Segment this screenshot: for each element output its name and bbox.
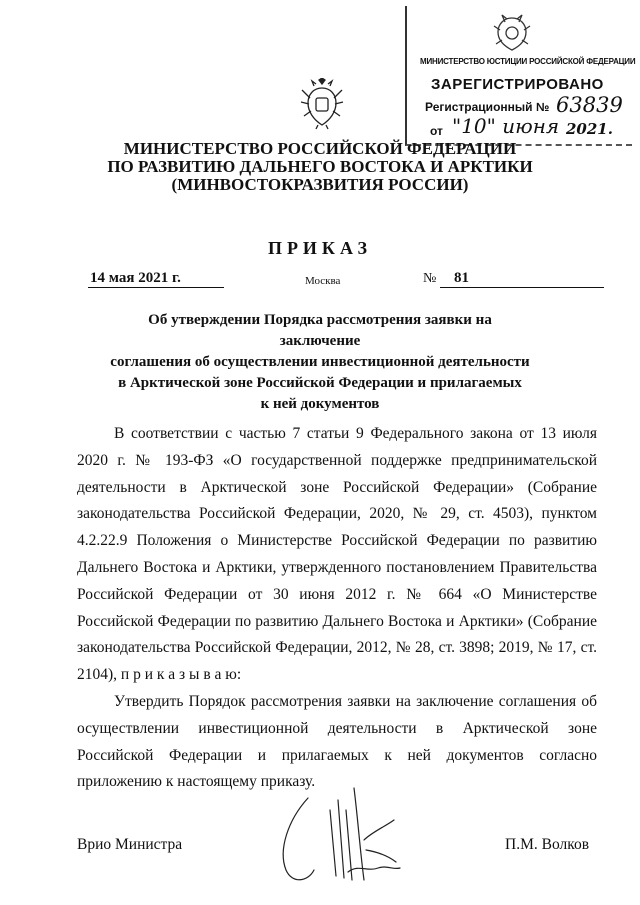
body-paragraph-1: В соответствии с частью 7 статьи 9 Федерального закона от 13 июля 2020 г. № 193-ФЗ «О государственной поддержке предпринимательской деятельности в Арктической зоне Российской Федерации» (Собрание законодательства Российской Федерации, 2020, № 29, ст. 4503), пунктом 4.2.22.9 Положения о Министерстве Российской Федерации по развитию Дальнего Востока и Арктики, утвержденного постановлением Правительства Российской Федерации от 30 июня 2012 г. № 664 «О Министерстве Российской Федерации по развитию Дальнего Востока и Арктики» (Собрание законодательства Российской Федерации, 2012, № 28, ст. 3898; 2019, № 17, ст. 2104), п р и к а з ы в а ю: [77,425,597,684]
order-number-label: № [423,271,437,286]
order-body [77,421,597,796]
subject-line-2: соглашения об осуществлении инвестиционной деятельности [110,354,530,370]
body-paragraph-2: Утвердить Порядок рассмотрения заявки на заключение соглашения об осуществлении инвестиционной деятельности в Арктической зоне Российской Федерации и прилагаемых к ней документов согласно приложению к настоящему приказу. [77,692,597,791]
stamp-date: "10" июня [452,114,560,138]
handwritten-signature-icon [268,780,418,898]
subject-line-1: Об утверждении Порядка рассмотрения заявки на заключение [148,312,492,349]
order-date: 14 мая 2021 г. [88,270,224,288]
stamp-reg-number: 63839 [556,93,623,117]
header-line-3: (МИНВОСТОКРАЗВИТИЯ РОССИИ) [171,175,469,194]
header-line-2: ПО РАЗВИТИЮ ДАЛЬНЕГО ВОСТОКА И АРКТИКИ [107,157,533,176]
stamp-year: 2021. [566,120,613,138]
stamp-status: ЗАРЕГИСТРИРОВАНО [431,76,604,93]
coat-of-arms-icon [300,78,344,130]
subject-line-4: к ней документов [260,396,380,412]
stamp-ministry: МИНИСТЕРСТВО ЮСТИЦИИ РОССИЙСКОЙ ФЕДЕРАЦИИ [420,57,636,66]
order-subject [110,310,530,415]
stamp-reg-label: Регистрационный № [425,100,550,114]
stamp-emblem-icon [492,10,532,56]
order-number: 81 [440,270,604,288]
stamp-date-label: от [430,124,443,138]
order-city: Москва [305,275,341,287]
doc-title: ПРИКАЗ [267,238,373,258]
subject-line-3: в Арктической зоне Российской Федерации и прилагаемых [118,375,522,391]
signatory-position: Врио Министра [77,836,183,853]
header-line-1: МИНИСТЕРСТВО РОССИЙСКОЙ ФЕДЕРАЦИИ [123,139,517,158]
signatory-name: П.М. Волков [505,836,590,853]
